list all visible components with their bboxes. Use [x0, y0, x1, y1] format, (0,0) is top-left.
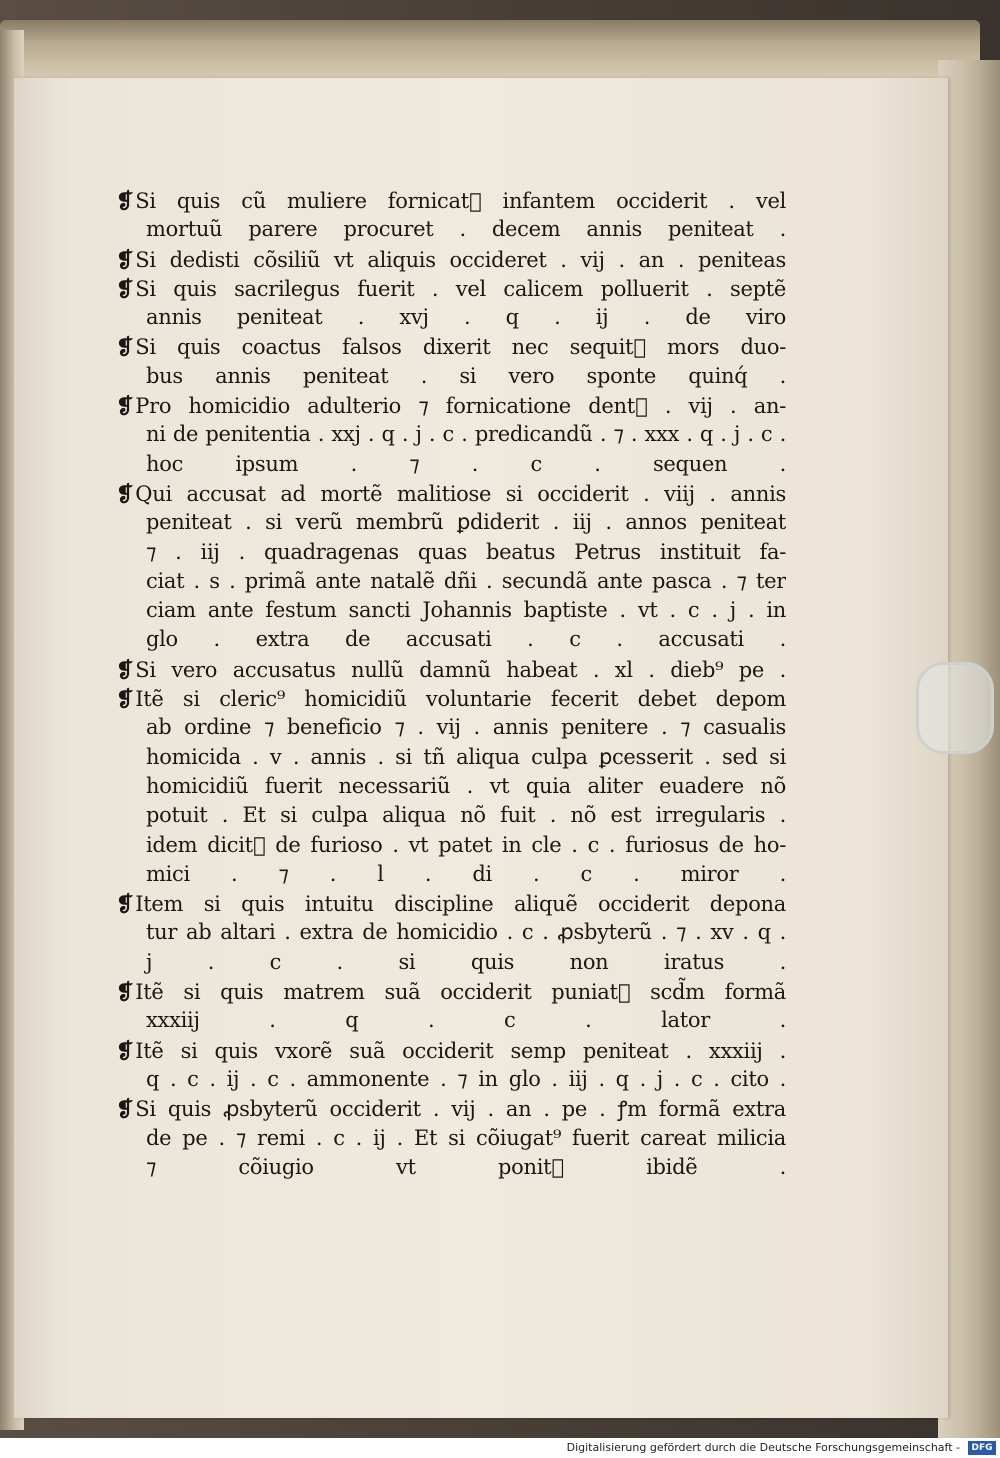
line-text: ciat . s . primã ante natalẽ dñi . secundã ante pasca . ⁊ ter	[146, 568, 786, 593]
text-line	[116, 450, 786, 479]
text-line	[116, 391, 786, 420]
text-line	[116, 743, 786, 772]
line-text: Itẽ si quis matrem suã occiderit puniat᷑ scd̃m formã	[135, 980, 786, 1005]
text-line	[116, 889, 786, 918]
text-line	[116, 274, 786, 303]
text-line	[116, 684, 786, 713]
footer-credit: Digitalisierung gefördert durch die Deutsche Forschungsgemeinschaft -	[566, 1441, 960, 1454]
paragraph-mark: ❡	[116, 188, 134, 213]
line-text: de pe . ⁊ remi . c . ij . Et si cõiugat⁹ fuerit careat milicia	[146, 1125, 786, 1150]
text-line	[116, 215, 786, 244]
text-line	[116, 245, 786, 274]
line-text: Si quis cũ muliere fornicat᷑ infantem occiderit . vel	[135, 189, 786, 213]
text-line	[116, 860, 786, 889]
paragraph-mark: ❡	[116, 656, 134, 682]
line-text: j . c . si quis non iratus .	[146, 949, 786, 974]
text-line	[116, 1153, 786, 1182]
line-text: Item si quis intuitu discipline aliquẽ occiderit depona	[135, 892, 786, 917]
text-line	[116, 1036, 786, 1065]
text-line	[116, 1124, 786, 1153]
line-text: ⁊ . iij . quadragenas quas beatus Petrus instituit fa-	[146, 539, 786, 564]
dfg-logo: DFG	[968, 1441, 996, 1455]
line-text: Pro homicidio adulterio ⁊ fornicatione dent᷑ . vij . an-	[135, 394, 786, 419]
paragraph-mark: ❡	[116, 246, 134, 272]
line-text: potuit . Et si culpa aliqua nõ fuit . nõ est irregularis .	[146, 803, 786, 828]
line-text: tur ab altari . extra de homicidio . c . ꝓsbyterũ . ⁊ . xv . q .	[146, 920, 786, 945]
line-text: Qui accusat ad mortẽ malitiose si occiderit . viij . annis	[135, 481, 786, 506]
paragraph-mark: ❡	[116, 979, 134, 1005]
line-text: Si quis ꝓsbyterũ occiderit . vij . an . pe . ꝭm formã extra	[135, 1097, 786, 1122]
line-text: idem dicit᷑ de furioso . vt patet in cle . c . furiosus de ho-	[146, 832, 786, 857]
text-line	[116, 625, 786, 654]
text-line	[116, 1065, 786, 1094]
line-text: Si quis sacrilegus fuerit . vel calicem polluerit . septẽ	[135, 276, 786, 301]
text-line	[116, 362, 786, 391]
line-text: Si vero accusatus nullũ damnũ habeat . xl . dieb⁹ pe .	[135, 657, 786, 682]
line-text: peniteat . si verũ membrũ ꝑdiderit . iij . annos peniteat	[146, 510, 786, 535]
line-text: ⁊ cõiugio vt ponit᷑ ibidẽ .	[146, 1154, 786, 1179]
text-line	[116, 831, 786, 860]
text-line	[116, 420, 786, 449]
text-line	[116, 655, 786, 684]
text-line	[116, 977, 786, 1006]
line-text: hoc ipsum . ⁊ . c . sequen .	[146, 451, 786, 476]
text-line	[116, 186, 786, 215]
paragraph-mark: ❡	[116, 393, 134, 419]
text-line	[116, 538, 786, 567]
line-text: ni de penitentia . xxj . q . j . c . predicandũ . ⁊ . xxx . q . j . c .	[146, 422, 786, 447]
text-line	[116, 332, 786, 361]
paragraph-mark: ❡	[116, 891, 134, 917]
line-text: Itẽ si cleric⁹ homicidiũ voluntarie fecerit debet depom	[135, 687, 786, 712]
line-text: bus annis peniteat . si vero sponte quinq́ .	[146, 363, 786, 388]
text-line	[116, 918, 786, 947]
paragraph-mark: ❡	[116, 1037, 134, 1063]
paragraph-mark: ❡	[116, 334, 134, 360]
line-text: mortuũ parere procuret . decem annis peniteat .	[146, 217, 786, 242]
paragraph-mark: ❡	[116, 480, 134, 506]
book-top-edge	[0, 20, 980, 80]
line-text: q . c . ij . c . ammonente . ⁊ in glo . iij . q . j . c . cito .	[146, 1066, 786, 1091]
text-line	[116, 303, 786, 332]
page-clip	[916, 662, 994, 754]
text-line	[116, 713, 786, 742]
page-text	[116, 186, 786, 1182]
footer-bar	[0, 1438, 1000, 1458]
paragraph-mark: ❡	[116, 686, 134, 712]
line-text: Itẽ si quis vxorẽ suã occiderit semp peniteat . xxxiij .	[135, 1038, 786, 1063]
line-text: mici . ⁊ . l . di . c . miror .	[146, 861, 786, 886]
line-text: homicida . v . annis . si tñ aliqua culpa ꝑcesserit . sed si	[146, 744, 786, 769]
line-text: ab ordine ⁊ beneficio ⁊ . vij . annis penitere . ⁊ casualis	[146, 715, 786, 740]
text-line	[116, 596, 786, 625]
paragraph-mark: ❡	[116, 1096, 134, 1122]
text-line	[116, 1094, 786, 1123]
text-line	[116, 772, 786, 801]
line-text: xxxiij . q . c . lator .	[146, 1008, 786, 1033]
line-text: Si dedisti cõsiliũ vt aliquis occideret . vij . an . peniteas	[135, 247, 786, 272]
text-line	[116, 948, 786, 977]
line-text: ciam ante festum sancti Johannis baptiste . vt . c . j . in	[146, 598, 786, 623]
line-text: glo . extra de accusati . c . accusati .	[146, 627, 786, 652]
text-line	[116, 508, 786, 537]
line-text: Si quis coactus falsos dixerit nec sequit᷑ mors duo-	[135, 335, 786, 360]
line-text: homicidiũ fuerit necessariũ . vt quia aliter euadere nõ	[146, 773, 786, 798]
text-line	[116, 567, 786, 596]
text-line	[116, 801, 786, 830]
text-line	[116, 479, 786, 508]
text-line	[116, 1006, 786, 1035]
line-text: annis peniteat . xvj . q . ij . de viro	[146, 305, 786, 330]
paragraph-mark: ❡	[116, 275, 134, 301]
